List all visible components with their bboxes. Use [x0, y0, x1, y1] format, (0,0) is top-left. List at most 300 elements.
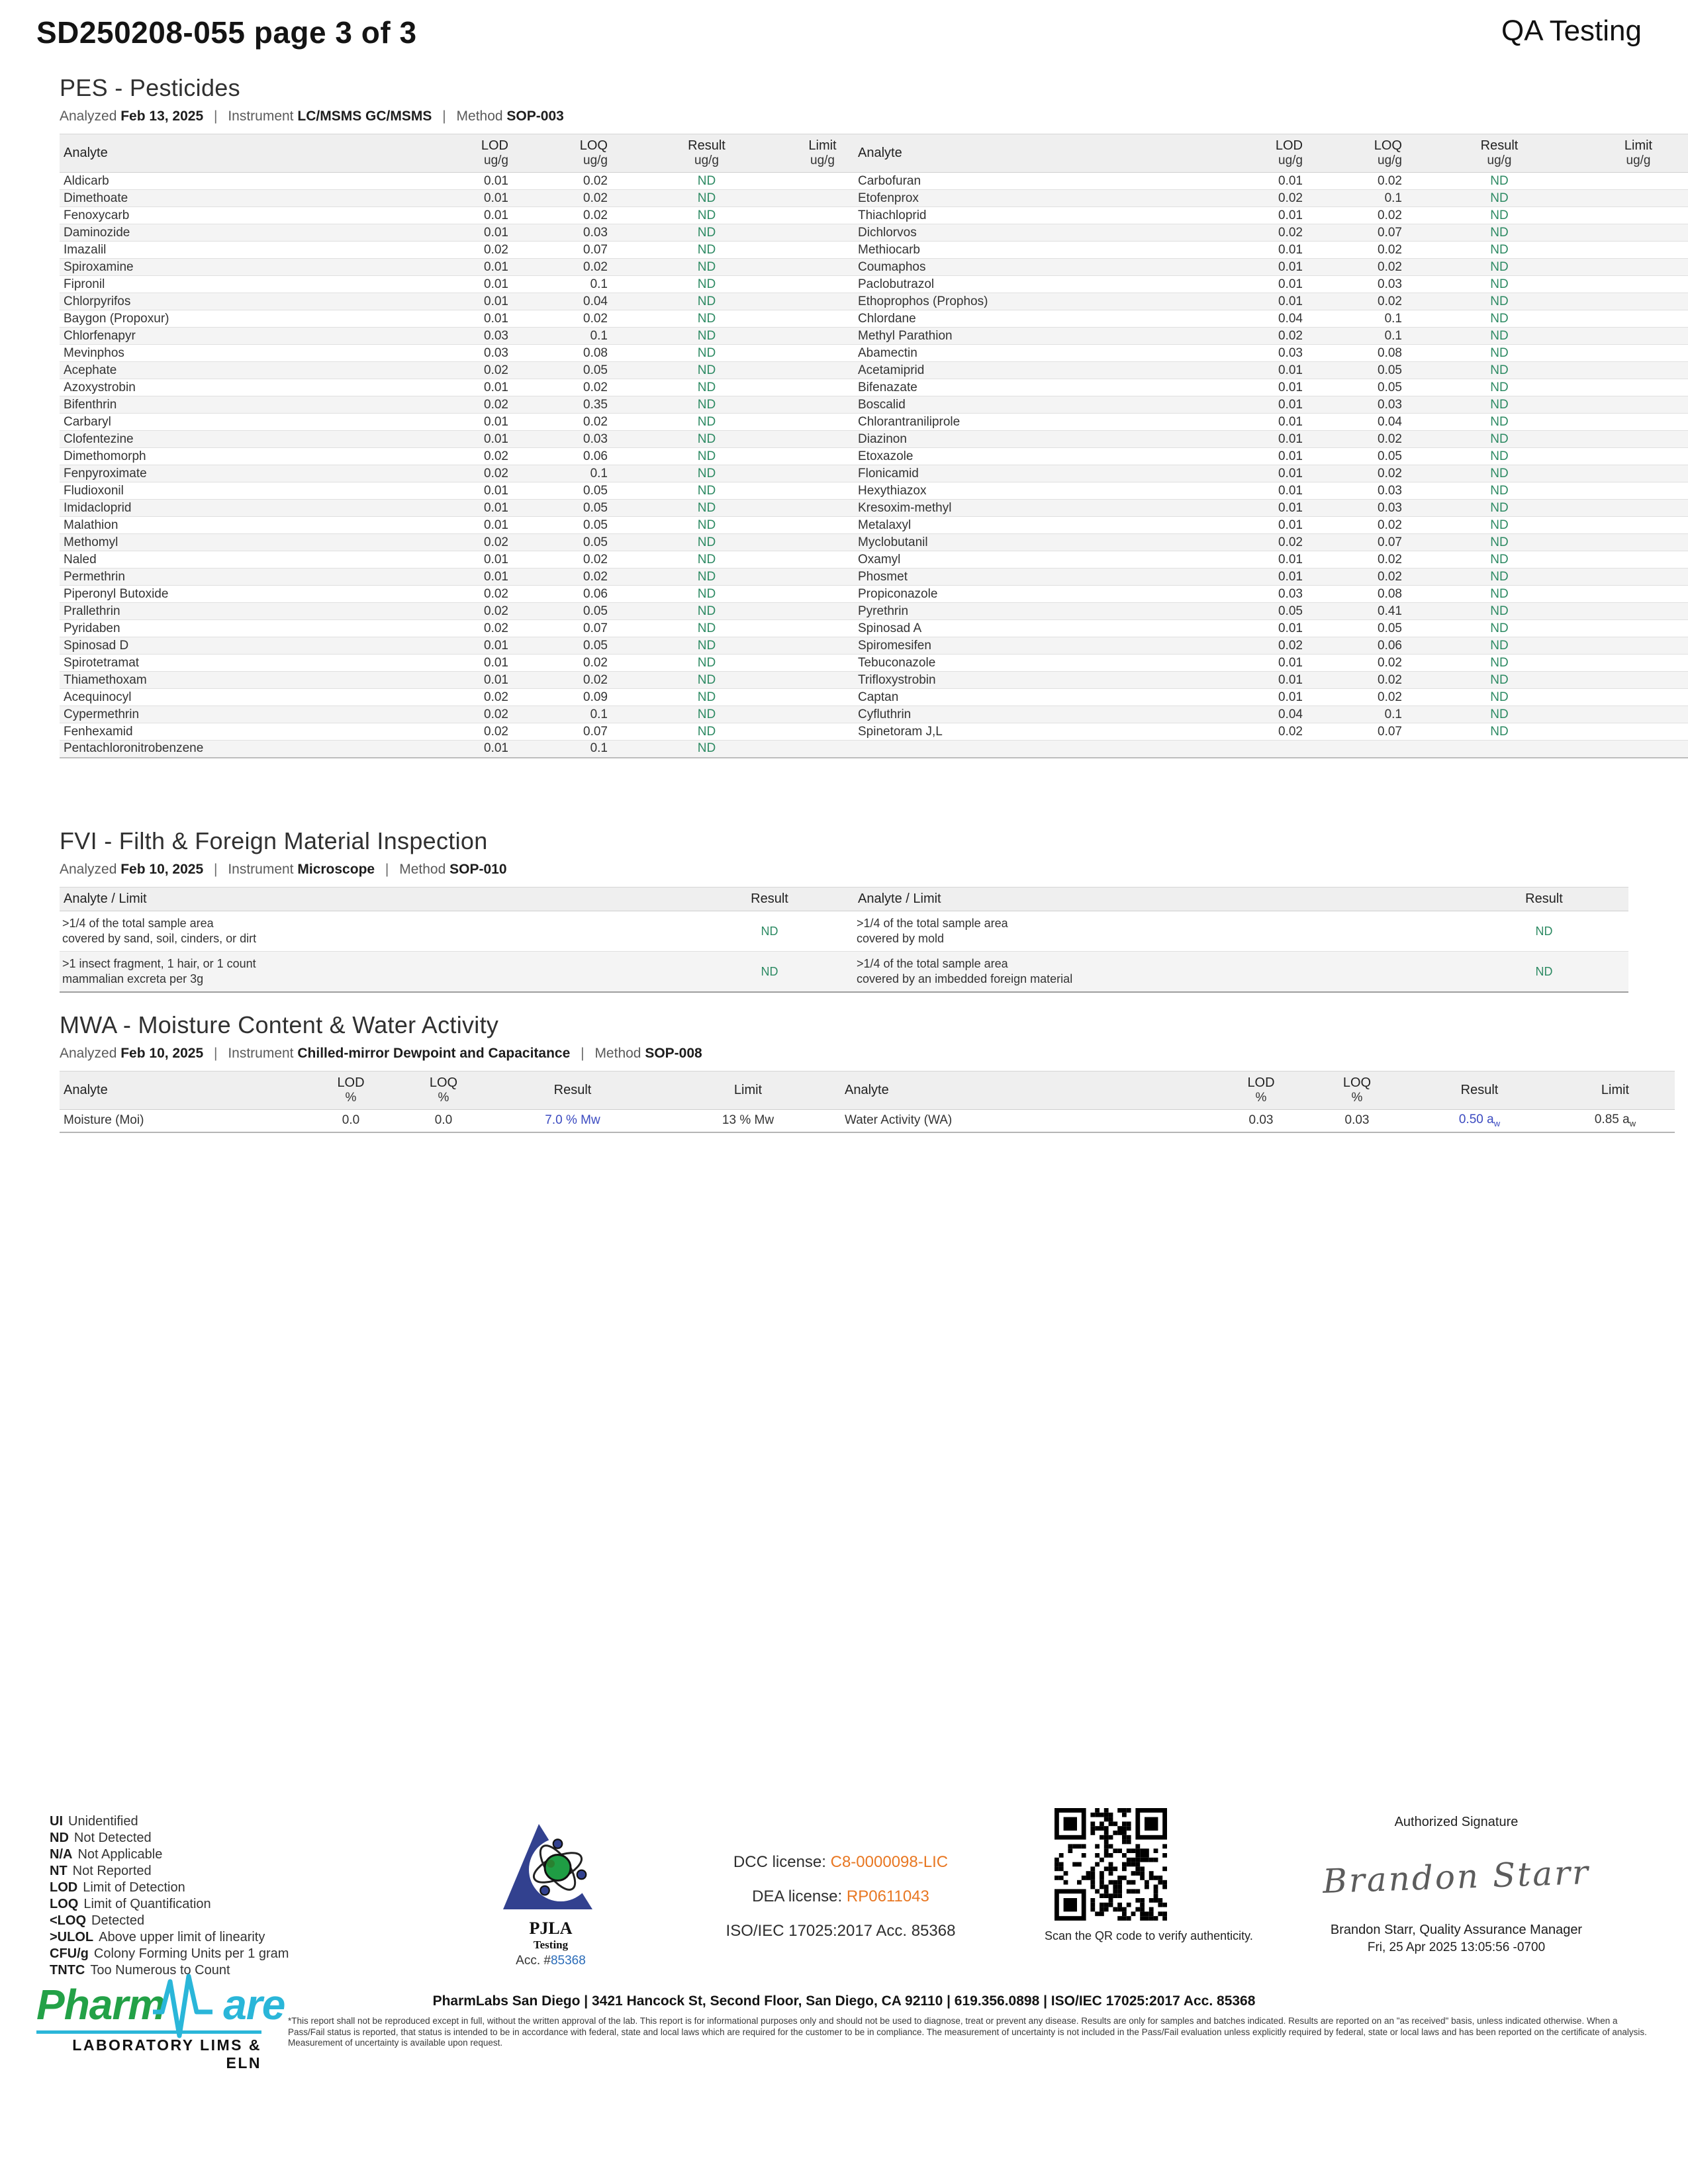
result-cell: ND — [1490, 483, 1509, 498]
lod-cell: 0.02 — [484, 604, 508, 618]
page-title: SD250208-055 page 3 of 3 — [36, 15, 417, 50]
loq-cell: 0.05 — [583, 535, 608, 549]
table-row — [60, 207, 1688, 224]
method-label: Method — [399, 862, 446, 877]
result-cell: ND — [1490, 552, 1509, 567]
result-cell: ND — [1490, 173, 1509, 188]
method-label: Method — [456, 109, 503, 124]
loq-cell: 0.02 — [583, 380, 608, 394]
limit-cell — [1582, 207, 1688, 224]
lod-cell: 0.02 — [484, 449, 508, 463]
lod-cell: 0.02 — [484, 535, 508, 549]
result-cell: ND — [1490, 311, 1509, 326]
lod-cell: 0.01 — [1278, 518, 1303, 532]
limit-cell: 0.85 $a_w$ — [1594, 1113, 1636, 1129]
lod-cell: 0.02 — [1278, 328, 1303, 343]
limit-cell — [791, 190, 854, 207]
result-cell: ND — [697, 208, 716, 222]
legend-item: UI Unidentified — [50, 1814, 138, 1829]
lod-cell: 0.01 — [484, 380, 508, 394]
legend-item: CFU/g Colony Forming Units per 1 gram — [50, 1946, 289, 1961]
lod-cell: 0.01 — [484, 552, 508, 567]
pjla-accreditation-number: Acc. #85368 — [516, 1954, 586, 1968]
method-label: Method — [594, 1046, 641, 1061]
loq-cell: 0.03 — [1378, 483, 1402, 498]
analyte-cell: Thiamethoxam — [64, 672, 147, 687]
col-result: Result — [1525, 891, 1563, 906]
mwa-meta-line — [60, 1046, 1628, 1062]
page-header — [36, 15, 1642, 50]
result-cell: ND — [1490, 569, 1509, 584]
loq-cell: 0.08 — [583, 345, 608, 360]
analyte-cell: Abamectin — [858, 345, 917, 360]
lod-cell: 0.02 — [1278, 191, 1303, 205]
lod-cell: 0.01 — [484, 638, 508, 653]
legend-item: NT Not Reported — [50, 1864, 152, 1878]
table-row — [60, 517, 1688, 534]
limit-cell — [1582, 672, 1688, 689]
loq-cell: 0.03 — [1344, 1113, 1370, 1128]
result-cell: ND — [1490, 242, 1509, 257]
loq-cell: 0.05 — [583, 483, 608, 498]
lod-cell: 0.01 — [1278, 277, 1303, 291]
analyzed-date: Feb 10, 2025 — [120, 1046, 204, 1061]
iso-accreditation: ISO/IEC 17025:2017 Acc. 85368 — [726, 1922, 956, 1940]
lod-cell: 0.01 — [484, 569, 508, 584]
loq-cell: 0.02 — [1378, 173, 1402, 188]
result-cell: ND — [1490, 707, 1509, 721]
result-cell: ND — [697, 380, 716, 394]
limit-cell — [1582, 293, 1688, 310]
limit-cell — [1582, 723, 1688, 741]
col-lod: LOD % — [1247, 1075, 1275, 1105]
lod-cell: 0.01 — [484, 225, 508, 240]
analyte-cell: Dimethoate — [64, 191, 128, 205]
table-row — [60, 637, 1688, 655]
loq-cell: 0.35 — [583, 397, 608, 412]
lod-cell: 0.01 — [484, 500, 508, 515]
limit-cell — [1582, 706, 1688, 723]
pjla-logo-icon — [501, 1821, 600, 1914]
analyte-cell: Methomyl — [64, 535, 118, 549]
loq-cell: 0.05 — [1378, 363, 1402, 377]
limit-cell — [791, 620, 854, 637]
result-cell: ND — [1490, 208, 1509, 222]
result-cell: ND — [1490, 191, 1509, 205]
limit-cell — [1582, 379, 1688, 396]
result-cell: ND — [697, 621, 716, 635]
limit-cell — [791, 276, 854, 293]
col-loq: LOQ ug/g — [1374, 138, 1402, 167]
col-result: Result — [553, 1083, 592, 1097]
result-cell: ND — [1490, 638, 1509, 653]
limit-cell — [791, 689, 854, 706]
loq-cell: 0.09 — [583, 690, 608, 704]
result-cell: ND — [1490, 690, 1509, 704]
signature-block — [1291, 1815, 1622, 1955]
table-row — [60, 1110, 1675, 1132]
result-cell: ND — [697, 345, 716, 360]
result-cell: ND — [1490, 604, 1509, 618]
instrument-label: Instrument — [228, 109, 294, 124]
analyte-cell: Etofenprox — [858, 191, 919, 205]
limit-cell — [791, 500, 854, 517]
result-cell: ND — [697, 483, 716, 498]
result-cell: ND — [697, 690, 716, 704]
loq-cell: 0.02 — [583, 655, 608, 670]
limit-cell — [1582, 637, 1688, 655]
lod-cell: 0.02 — [1278, 638, 1303, 653]
pes-table-body — [60, 173, 1688, 758]
loq-cell: 0.02 — [1378, 466, 1402, 480]
result-cell: ND — [761, 924, 778, 938]
limit-cell — [1582, 655, 1688, 672]
lod-cell: 0.01 — [1278, 363, 1303, 377]
analyte-cell: Dichlorvos — [858, 225, 917, 240]
analyte-cell — [854, 741, 1258, 758]
lod-cell: 0.02 — [484, 242, 508, 257]
limit-cell — [791, 465, 854, 482]
result-cell: ND — [1490, 672, 1509, 687]
loq-cell: 0.06 — [1378, 638, 1402, 653]
lod-cell — [1258, 741, 1317, 758]
lod-cell: 0.01 — [1278, 655, 1303, 670]
lod-cell: 0.01 — [1278, 432, 1303, 446]
limit-cell — [791, 569, 854, 586]
analyte-cell: Prallethrin — [64, 604, 120, 618]
loq-cell: 0.1 — [590, 328, 608, 343]
analyte-cell: Ethoprophos (Prophos) — [858, 294, 988, 308]
lod-cell: 0.03 — [1248, 1113, 1274, 1128]
filth-table — [60, 887, 1628, 993]
limit-cell — [1582, 448, 1688, 465]
legend-item: TNTC Too Numerous to Count — [50, 1963, 230, 1978]
lod-cell: 0.01 — [484, 518, 508, 532]
limit-cell — [791, 293, 854, 310]
lod-cell: 0.05 — [1278, 604, 1303, 618]
section-filth-inspection — [60, 827, 1628, 993]
analyte-cell: Daminozide — [64, 225, 130, 240]
loq-cell: 0.02 — [1378, 569, 1402, 584]
section-pesticides — [60, 74, 1653, 758]
result-cell: ND — [697, 500, 716, 515]
analyte-cell: Chlorpyrifos — [64, 294, 131, 308]
limit-cell — [791, 672, 854, 689]
col-limit: Limit ug/g — [808, 138, 837, 167]
result-cell: ND — [1490, 259, 1509, 274]
result-cell: ND — [697, 604, 716, 618]
analyte-cell: Boscalid — [858, 397, 906, 412]
analyte-cell: Moisture (Moi) — [64, 1113, 144, 1128]
loq-cell: 0.07 — [583, 724, 608, 739]
limit-cell — [791, 414, 854, 431]
result-cell: ND — [697, 397, 716, 412]
table-row — [60, 723, 1688, 741]
signature-datetime: Fri, 25 Apr 2025 13:05:56 -0700 — [1367, 1940, 1546, 1954]
lod-cell: 0.01 — [1278, 414, 1303, 429]
analyte-cell: Azoxystrobin — [64, 380, 136, 394]
loq-cell: 0.02 — [1378, 518, 1402, 532]
limit-cell — [791, 345, 854, 362]
col-analyte: Analyte — [64, 1083, 108, 1097]
analyzed-label: Analyzed — [60, 862, 117, 877]
result-cell: ND — [697, 328, 716, 343]
col-result: Result ug/g — [1480, 138, 1519, 167]
result-cell: ND — [697, 173, 716, 188]
limit-cell — [791, 242, 854, 259]
limit-cell — [1582, 500, 1688, 517]
fvi-header-row — [60, 887, 1628, 911]
abbreviation-legend — [50, 1813, 289, 1979]
lod-cell: 0.01 — [1278, 380, 1303, 394]
loq-cell: 0.08 — [1378, 345, 1402, 360]
analyte-cell: Fludioxonil — [64, 483, 124, 498]
analyte-cell: Captan — [858, 690, 899, 704]
analyte-cell: Fenpyroximate — [64, 466, 147, 480]
result-cell: ND — [697, 724, 716, 739]
lod-cell: 0.03 — [484, 345, 508, 360]
analyte-cell: Kresoxim-methyl — [858, 500, 952, 515]
lod-cell: 0.02 — [484, 363, 508, 377]
analyte-cell: Chlorfenapyr — [64, 328, 136, 343]
lod-cell: 0.01 — [484, 655, 508, 670]
lod-cell: 0.01 — [484, 259, 508, 274]
lod-cell: 0.01 — [484, 432, 508, 446]
result-cell: ND — [697, 638, 716, 653]
analyte-cell: Permethrin — [64, 569, 125, 584]
result-cell: ND — [1490, 397, 1509, 412]
analyte-cell: Diazinon — [858, 432, 907, 446]
col-analyte-limit: Analyte / Limit — [64, 891, 147, 906]
loq-cell: 0.02 — [1378, 259, 1402, 274]
section-title-mwa: MWA - Moisture Content & Water Activity — [60, 1011, 499, 1038]
lod-cell: 0.01 — [1278, 449, 1303, 463]
analyte-cell: Spinetoram J,L — [858, 724, 943, 739]
lod-cell: 0.01 — [484, 483, 508, 498]
lod-cell: 0.01 — [1278, 552, 1303, 567]
col-result: Result — [751, 891, 788, 906]
license-block — [702, 1853, 980, 1956]
loq-cell: 0.07 — [583, 621, 608, 635]
legend-item: <LOQ Detected — [50, 1913, 145, 1928]
report-disclaimer: *This report shall not be reproduced except in full, without the written approval of the lab. This report is for informational purposes only and should not be used to diagnose, treat or prevent any disease. Results are only for samples and batches indicated. Results are reported on an "as received" basis, unless indicated otherwise. When a Pass/Fail status is reported, that status is intended to be in accordance with federal, state and local laws which are required for the customer to be in compliance. The measurement of uncertainty is not included in the Pass/Fail evaluation unless explicitly required by federal, state or local laws and has been reported on the certificate of analysis. Measurement of uncertainty is available upon request. — [288, 2016, 1647, 2048]
limit-cell — [1582, 603, 1688, 620]
dea-license: DEA license: RP0611043 — [752, 1888, 929, 1905]
analyte-cell: Bifenazate — [858, 380, 917, 394]
lod-cell: 0.01 — [484, 277, 508, 291]
loq-cell: 0.02 — [1378, 655, 1402, 670]
result-cell: ND — [697, 225, 716, 240]
analyte-cell: Methiocarb — [858, 242, 920, 257]
loq-cell: 0.02 — [583, 552, 608, 567]
loq-cell: 0.03 — [1378, 277, 1402, 291]
instrument-value: LC/MSMS GC/MSMS — [297, 109, 432, 124]
result-cell: ND — [697, 449, 716, 463]
analyte-cell: Baygon (Propoxur) — [64, 311, 169, 326]
limit-cell — [1582, 482, 1688, 500]
legend-item: LOD Limit of Detection — [50, 1880, 185, 1895]
analyte-cell: Carbofuran — [858, 173, 921, 188]
loq-cell: 0.05 — [1378, 449, 1402, 463]
analyte-cell: Acephate — [64, 363, 117, 377]
result-cell: 7.0 % Mw — [545, 1113, 600, 1128]
section-moisture-water — [60, 1011, 1636, 1133]
analyte-cell: Pyrethrin — [858, 604, 909, 618]
result-cell: ND — [697, 552, 716, 567]
lod-cell: 0.02 — [484, 621, 508, 635]
table-row — [60, 431, 1688, 448]
analyte-limit-cell: >1/4 of the total sample area covered by mold — [857, 917, 1008, 945]
analyte-cell: Water Activity (WA) — [845, 1113, 953, 1128]
limit-cell — [1582, 620, 1688, 637]
limit-cell — [1582, 414, 1688, 431]
table-row — [60, 741, 1688, 758]
loq-cell: 0.1 — [1384, 311, 1402, 326]
analyte-cell: Metalaxyl — [858, 518, 912, 532]
loq-cell: 0.02 — [583, 173, 608, 188]
limit-cell — [1582, 396, 1688, 414]
loq-cell: 0.07 — [1378, 724, 1402, 739]
analyte-cell: Acequinocyl — [64, 690, 132, 704]
loq-cell: 0.06 — [583, 449, 608, 463]
table-row — [60, 534, 1688, 551]
limit-cell — [791, 396, 854, 414]
limit-cell — [791, 603, 854, 620]
separator: | — [214, 862, 218, 877]
result-cell: ND — [1490, 586, 1509, 601]
fvi-table-body — [60, 911, 1628, 993]
result-cell: ND — [697, 277, 716, 291]
result-cell: ND — [697, 294, 716, 308]
lod-cell: 0.01 — [1278, 500, 1303, 515]
result-cell: ND — [761, 964, 778, 978]
result-cell: ND — [1535, 964, 1553, 978]
table-row — [60, 706, 1688, 723]
result-cell: ND — [1490, 363, 1509, 377]
legend-item: ND Not Detected — [50, 1831, 152, 1845]
loq-cell: 0.05 — [583, 604, 608, 618]
pharmware-wordmark-green: Pharm — [36, 1981, 165, 2028]
result-cell: ND — [1490, 294, 1509, 308]
limit-cell — [1582, 362, 1688, 379]
pharmware-tagline: LABORATORY LIMS & ELN — [72, 2036, 261, 2071]
analyte-cell: Tebuconazole — [858, 655, 936, 670]
lod-cell: 0.01 — [1278, 208, 1303, 222]
loq-cell: 0.41 — [1378, 604, 1402, 618]
lod-cell: 0.01 — [1278, 242, 1303, 257]
table-row — [60, 952, 1628, 993]
legend-item: LOQ Limit of Quantification — [50, 1897, 211, 1911]
pjla-sub: Testing — [533, 1938, 569, 1951]
table-row — [60, 310, 1688, 328]
limit-cell — [1582, 242, 1688, 259]
result-cell: ND — [1535, 924, 1553, 938]
result-cell: ND — [697, 569, 716, 584]
table-row — [60, 465, 1688, 482]
lod-cell: 0.0 — [342, 1113, 360, 1128]
analyte-cell: Thiachloprid — [858, 208, 927, 222]
result-cell: ND — [697, 432, 716, 446]
report-type-label: QA Testing — [1501, 15, 1642, 47]
limit-cell — [791, 655, 854, 672]
lod-cell: 0.01 — [484, 191, 508, 205]
loq-cell: 0.02 — [1378, 208, 1402, 222]
separator: | — [214, 1046, 218, 1061]
analyte-cell: Imazalil — [64, 242, 107, 257]
table-row — [60, 672, 1688, 689]
loq-cell: 0.1 — [1384, 328, 1402, 343]
loq-cell: 0.03 — [1378, 500, 1402, 515]
limit-cell — [791, 741, 854, 758]
table-row — [60, 345, 1688, 362]
analyte-cell: Myclobutanil — [858, 535, 928, 549]
analyte-cell: Etoxazole — [858, 449, 914, 463]
result-cell — [1417, 741, 1582, 758]
loq-cell: 0.02 — [583, 414, 608, 429]
analyzed-label: Analyzed — [60, 109, 117, 124]
analyte-cell: Flonicamid — [858, 466, 919, 480]
col-analyte-limit: Analyte / Limit — [858, 891, 941, 906]
lod-cell: 0.01 — [1278, 483, 1303, 498]
analyte-cell: Phosmet — [858, 569, 908, 584]
analyte-cell: Spiromesifen — [858, 638, 931, 653]
limit-cell — [791, 207, 854, 224]
limit-cell — [791, 173, 854, 190]
loq-cell: 0.05 — [583, 363, 608, 377]
lod-cell: 0.04 — [1278, 311, 1303, 326]
method-value: SOP-003 — [506, 109, 564, 124]
pesticides-table — [60, 134, 1688, 758]
analyte-cell: Spinosad A — [858, 621, 922, 635]
limit-cell — [791, 431, 854, 448]
separator: | — [214, 109, 218, 124]
separator: | — [581, 1046, 585, 1061]
qr-code-icon[interactable] — [1055, 1808, 1167, 1921]
section-title-fvi: FVI - Filth & Foreign Material Inspection — [60, 827, 488, 854]
lod-cell: 0.01 — [484, 294, 508, 308]
lod-cell: 0.02 — [484, 586, 508, 601]
limit-cell — [1582, 586, 1688, 603]
result-cell: ND — [1490, 518, 1509, 532]
result-cell: ND — [1490, 621, 1509, 635]
loq-cell: 0.1 — [590, 707, 608, 721]
loq-cell: 0.1 — [1384, 191, 1402, 205]
analyte-cell: Chlorantraniliprole — [858, 414, 961, 429]
result-cell: ND — [697, 586, 716, 601]
limit-cell — [791, 259, 854, 276]
loq-cell: 0.02 — [1378, 432, 1402, 446]
limit-cell — [791, 706, 854, 723]
result-cell: ND — [697, 672, 716, 687]
loq-cell: 0.02 — [583, 672, 608, 687]
loq-cell: 0.03 — [1378, 397, 1402, 412]
analyzed-date: Feb 10, 2025 — [120, 862, 204, 877]
legend-item: N/A Not Applicable — [50, 1847, 163, 1862]
table-row — [60, 620, 1688, 637]
limit-cell — [791, 362, 854, 379]
col-limit: Limit — [733, 1083, 763, 1097]
loq-cell: 0.02 — [1378, 672, 1402, 687]
lod-cell: 0.01 — [1278, 672, 1303, 687]
analyte-limit-cell: >1 insect fragment, 1 hair, or 1 count mammalian excreta per 3g — [62, 957, 256, 985]
analyte-cell: Propiconazole — [858, 586, 938, 601]
col-lod: LOD ug/g — [481, 138, 508, 167]
loq-cell: 0.05 — [1378, 621, 1402, 635]
result-cell: ND — [1490, 277, 1509, 291]
pharmware-logo — [36, 1980, 285, 2072]
analyte-cell: Chlordane — [858, 311, 916, 326]
table-row — [60, 448, 1688, 465]
